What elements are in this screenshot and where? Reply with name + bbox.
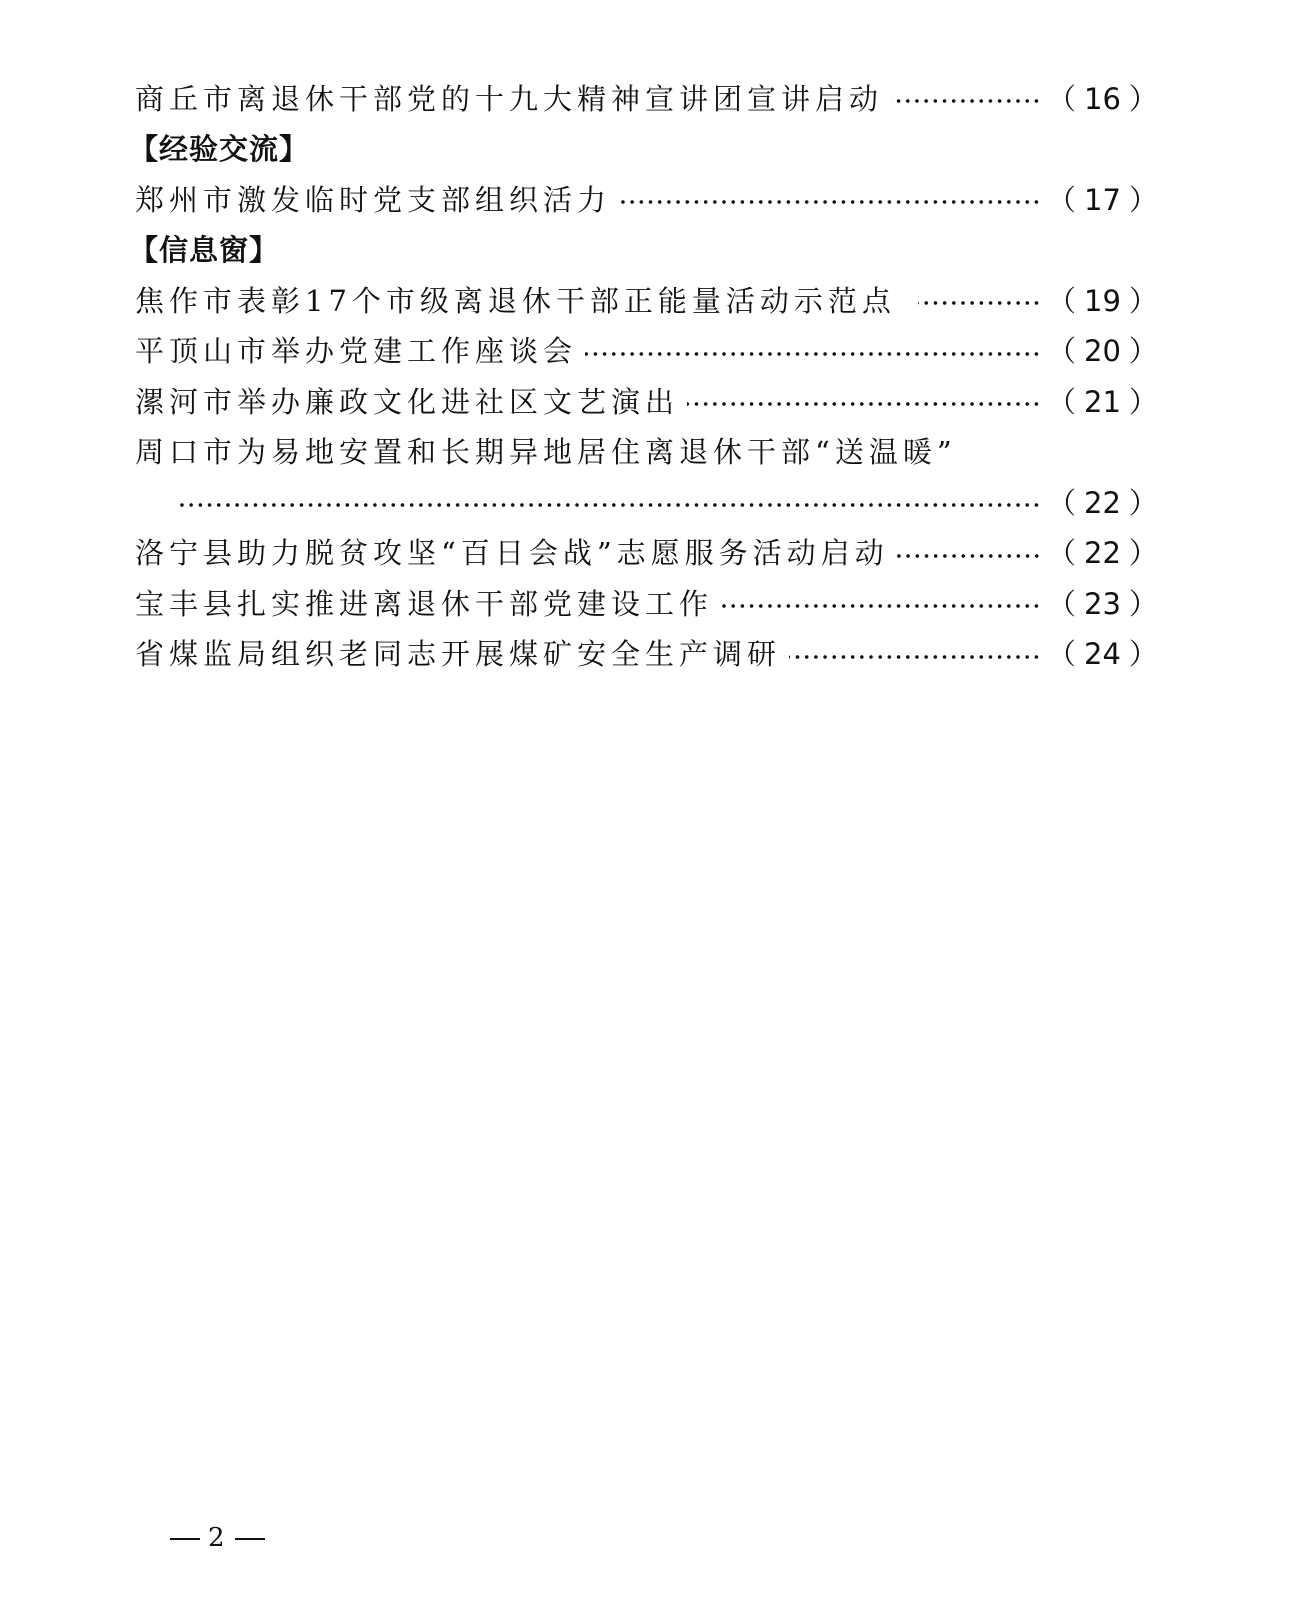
paren-close: ） [1128, 637, 1158, 672]
paren-close: ） [1128, 536, 1158, 571]
toc-entry[interactable] [135, 375, 1158, 426]
paren-close: ） [1128, 586, 1158, 621]
page-footer [162, 1523, 273, 1553]
footer-dash-right [235, 1538, 265, 1540]
toc-entry-page [1047, 632, 1158, 673]
paren-close: ） [1128, 334, 1158, 369]
dot-leader [175, 502, 1041, 508]
dot-leader [897, 553, 1041, 559]
toc-entry[interactable] [135, 72, 1158, 123]
paren-close: ） [1128, 283, 1158, 318]
paren-close: ） [1128, 485, 1158, 520]
toc-entry-page [1047, 582, 1158, 623]
dot-leader [619, 199, 1041, 205]
toc-entry-title: 漯河市举办廉政文化进社区文艺演出 [135, 384, 680, 419]
toc-entry-title: 焦作市表彰17个市级离退休干部正能量活动示范点 [135, 283, 896, 318]
toc-entry-page [1047, 380, 1158, 421]
footer-dash-left [170, 1538, 200, 1540]
paren-open: （ [1047, 283, 1077, 318]
table-of-contents [129, 72, 1158, 678]
page-number: 20 [1084, 334, 1121, 369]
dot-leader [918, 300, 1041, 306]
paren-close: ） [1128, 384, 1158, 419]
toc-entry-title: 平顶山市举办党建工作座谈会 [135, 334, 578, 369]
toc-entry-title: 洛宁县助力脱贫攻坚“百日会战”志愿服务活动启动 [135, 536, 889, 571]
page-number: 22 [1084, 485, 1121, 520]
toc-entry[interactable] [135, 274, 1158, 325]
dot-leader [721, 603, 1041, 609]
page-number: 22 [1084, 536, 1121, 571]
page-number: 16 [1084, 81, 1121, 116]
section-title: 【经验交流】 [129, 132, 310, 167]
paren-open: （ [1047, 334, 1077, 369]
toc-entry-title: 省煤监局组织老同志开展煤矿安全生产调研 [135, 637, 782, 672]
paren-open: （ [1047, 182, 1077, 217]
paren-open: （ [1047, 485, 1077, 520]
toc-entry-title: 商丘市离退休干部党的十九大精神宣讲团宣讲启动 [135, 81, 884, 116]
toc-entry-continuation[interactable] [135, 476, 1158, 527]
toc-entry-page [1047, 329, 1158, 370]
toc-entry-page [1047, 178, 1158, 219]
paren-open: （ [1047, 637, 1077, 672]
page-number: 19 [1084, 283, 1121, 318]
toc-section-heading [129, 123, 1135, 174]
dot-leader [687, 401, 1041, 407]
section-title: 【信息窗】 [129, 233, 280, 268]
toc-entry[interactable] [135, 577, 1158, 628]
paren-open: （ [1047, 536, 1077, 571]
dot-leader [789, 654, 1041, 660]
toc-entry-page [1047, 279, 1158, 320]
toc-entry-wrapped-title[interactable] [135, 426, 1135, 477]
toc-entry[interactable] [135, 325, 1158, 376]
footer-page-number: 2 [208, 1523, 227, 1553]
toc-section-heading [129, 224, 1135, 275]
page-number: 23 [1084, 586, 1121, 621]
paren-open: （ [1047, 81, 1077, 116]
page-number: 24 [1084, 637, 1121, 672]
toc-entry-title: 周口市为易地安置和长期异地居住离退休干部“送温暖” [135, 435, 957, 470]
toc-entry-page [1047, 531, 1158, 572]
toc-entry-page [1047, 481, 1158, 522]
page-number: 17 [1084, 182, 1121, 217]
toc-entry[interactable] [135, 628, 1158, 679]
toc-entry-page [1047, 77, 1158, 118]
toc-entry[interactable] [135, 173, 1158, 224]
dot-leader [585, 351, 1041, 357]
paren-close: ） [1128, 81, 1158, 116]
toc-entry-title: 宝丰县扎实推进离退休干部党建设工作 [135, 586, 714, 621]
dot-leader [891, 98, 1041, 104]
toc-entry-title: 郑州市激发临时党支部组织活力 [135, 182, 612, 217]
toc-entry[interactable] [135, 527, 1158, 578]
paren-open: （ [1047, 384, 1077, 419]
paren-close: ） [1128, 182, 1158, 217]
paren-open: （ [1047, 586, 1077, 621]
page-number: 21 [1084, 384, 1121, 419]
